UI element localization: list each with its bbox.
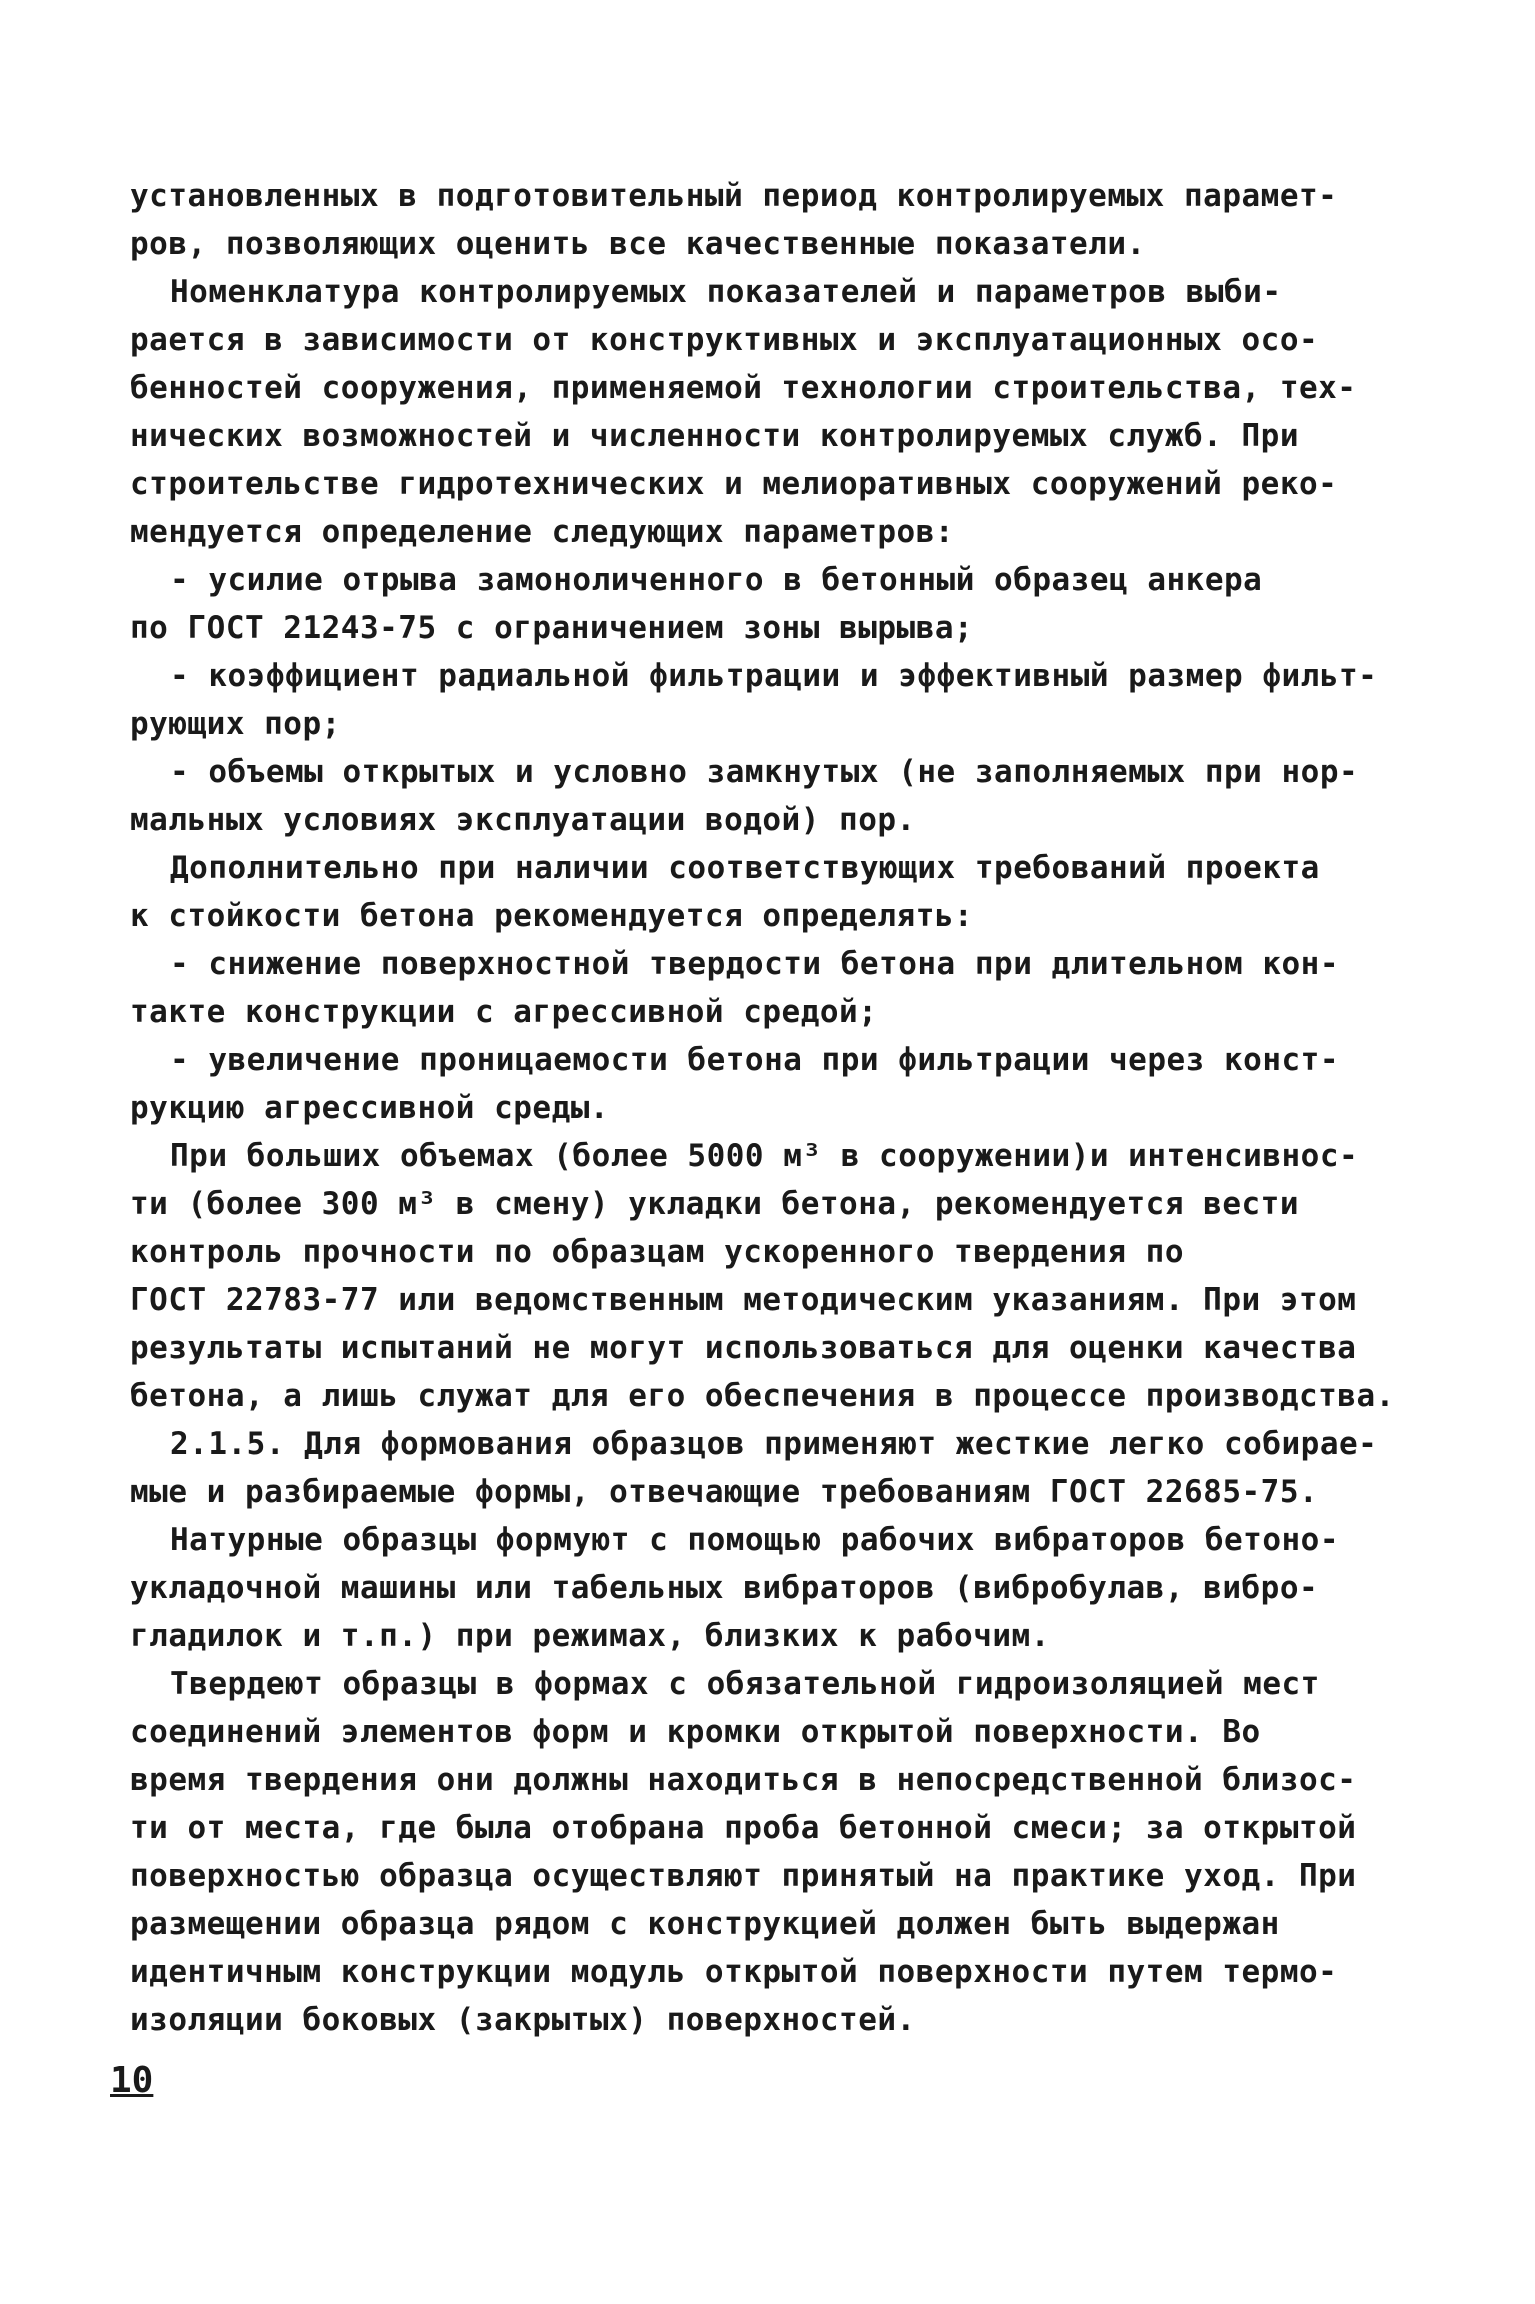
text-line: 2.1.5. Для формования образцов применяют жесткие легко собирае- <box>170 1426 1378 1462</box>
text-line: укладочной машины или табельных вибраторов (вибробулав, вибро- <box>130 1570 1319 1606</box>
text-line: такте конструкции с агрессивной средой; <box>130 994 878 1030</box>
text-line: мендуется определение следующих параметров: <box>130 514 955 550</box>
text-line: к стойкости бетона рекомендуется определять: <box>130 898 974 934</box>
text-line: размещении образца рядом с конструкцией должен быть выдержан <box>130 1906 1280 1942</box>
text-line: Натурные образцы формуют с помощью рабочих вибраторов бетоно- <box>170 1522 1339 1558</box>
text-line: изоляции боковых (закрытых) поверхностей. <box>130 2002 916 2038</box>
text-line: бетона, а лишь служат для его обеспечения в процессе производства. <box>130 1378 1395 1414</box>
text-line: рается в зависимости от конструктивных и эксплуатационных осо- <box>130 322 1319 358</box>
text-line: строительстве гидротехнических и мелиоративных сооружений реко- <box>130 466 1338 502</box>
text-line: Номенклатура контролируемых показателей и параметров выби- <box>170 274 1282 310</box>
text-line: контроль прочности по образцам ускоренного твердения по <box>130 1234 1184 1270</box>
text-line: ти от места, где была отобрана проба бетонной смеси; за открытой <box>130 1810 1357 1846</box>
text-line: нических возможностей и численности контролируемых служб. При <box>130 418 1299 454</box>
page-number: 10 <box>110 2060 154 2101</box>
text-line: результаты испытаний не могут использоваться для оценки качества <box>130 1330 1357 1366</box>
text-line: соединений элементов форм и кромки открытой поверхности. Во <box>130 1714 1261 1750</box>
text-line: гладилок и т.п.) при режимах, близких к рабочим. <box>130 1618 1050 1654</box>
text-line: ров, позволяющих оценить все качественные показатели. <box>130 226 1146 262</box>
text-line: мые и разбираемые формы, отвечающие требованиям ГОСТ 22685-75. <box>130 1474 1319 1510</box>
text-line: ГОСТ 22783-77 или ведомственным методическим указаниям. При этом <box>130 1282 1357 1318</box>
text-line: идентичным конструкции модуль открытой поверхности путем термо- <box>130 1954 1338 1990</box>
text-line: ти (более 300 м³ в смену) укладки бетона, рекомендуется вести <box>130 1186 1299 1222</box>
text-line: по ГОСТ 21243-75 с ограничением зоны вырыва; <box>130 610 974 646</box>
text-line: - увеличение проницаемости бетона при фильтрации через конст- <box>170 1042 1339 1078</box>
text-line: установленных в подготовительный период контролируемых парамет- <box>130 178 1338 214</box>
text-line: время твердения они должны находиться в непосредственной близос- <box>130 1762 1357 1798</box>
text-line: - усилие отрыва замоноличенного в бетонный образец анкера <box>170 562 1263 598</box>
text-line: - коэффициент радиальной фильтрации и эффективный размер фильт- <box>170 658 1378 694</box>
text-line: поверхностью образца осуществляют принятый на практике уход. При <box>130 1858 1357 1894</box>
text-line: - объемы открытых и условно замкнутых (не заполняемых при нор- <box>170 754 1359 790</box>
text-line: Твердеют образцы в формах с обязательной гидроизоляцией мест <box>170 1666 1320 1702</box>
text-line: бенностей сооружения, применяемой технологии строительства, тех- <box>130 370 1357 406</box>
text-line: мальных условиях эксплуатации водой) пор. <box>130 802 916 838</box>
text-line: При больших объемах (более 5000 м³ в сооружении)и интенсивнос- <box>170 1138 1359 1174</box>
body-text <box>130 172 1420 2044</box>
text-line: рующих пор; <box>130 706 341 742</box>
text-line: Дополнительно при наличии соответствующих требований проекта <box>170 850 1320 886</box>
text-line: - снижение поверхностной твердости бетона при длительном кон- <box>170 946 1339 982</box>
text-line: рукцию агрессивной среды. <box>130 1090 610 1126</box>
